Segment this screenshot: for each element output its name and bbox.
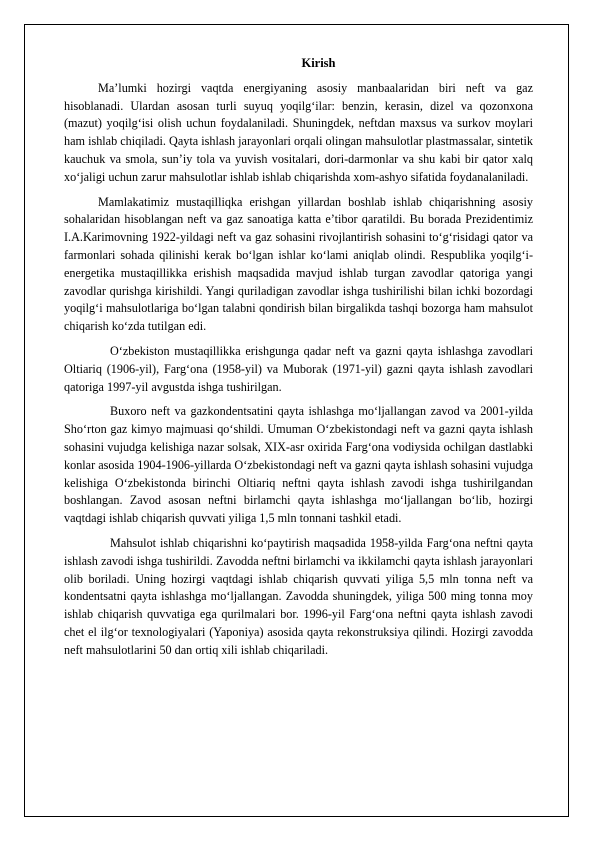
paragraph-fergana: Mahsulot ishlab chiqarishni ko‘paytirish maqsadida 1958-yilda Farg‘ona neftni qayta ishlash zavodi ishga tushirildi. Zavodda neftni birlamchi va ikkilamchi qayta ishlash jarayonlari olib boriladi. Uning hozirgi vaqtdagi ishlab chiqarish quvvati yiliga 5,5 mln tonna neft va kondentsatni qayta ishlashga mo‘ljallangan. Zavodda shuningdek, yiliga 500 ming tonna moy ishlab chiqarish quvvatiga ega qurilmalari bor. 1996-yil Farg‘ona neftni qayta ishlash zavodi chet el ilg‘or texnologiyalari (Yaponiya) asosida qayta rekonstruksiya qilindi. Hozirgi zavodda neft mahsulotlarini 50 dan ortiq xili ishlab chiqariladi.: [64, 535, 533, 657]
paragraph-refineries: O‘zbekiston mustaqillikka erishgunga qadar neft va gazni qayta ishlashga zavodlari Oltiariq (1906-yil), Farg‘ona (1958-yil) va Muborak (1971-yil) gazni qayta ishlash zavodlari qatoriga 1997-yil avgustda ishga tushirilgan.: [64, 343, 533, 394]
paragraph-intro: Ma’lumki hozirgi vaqtda energiyaning asosiy manbaalaridan biri neft va gaz hisoblanadi. Ulardan asosan turli suyuq yoqilg‘ilar: benzin, kerasin, dizel va qozonxona (mazut) yoqilg‘isi olish uchun foydalaniladi. Shuningdek, neftdan maxsus va surkov moylari ham ishlab chiqiladi. Qayta ishlash jarayonlari orqali olingan mahsulotlar plastmassalar, sintetik kauchuk va smola, sun’iy tola va yuvish vositalari, dori-darmonlar va shu kabi bir qator xalq xo‘jaligi uchun zarur mahsulotlar ishlab ishlab chiqarishda xom-ashyo sifatida foydanalaniladi.: [64, 80, 533, 184]
paragraph-independence: Mamlakatimiz mustaqilliqka erishgan yillardan boshlab ishlab chiqarishning asosiy sohalaridan hisoblangan neft va gaz sanoatiga katta e’tibor qaratildi. Bu borada Prezidentimiz I.A.Karimovning 1922-yildagi neft va gaz sohasini rivojlantirish sohasini to‘g‘risidagi qator va farmonlari sohada qilinishi kerak bo‘lgan ishlar ko‘lami aniqlab olindi. Respublika yoqilg‘i-energetika mustaqillikka erishish maqsadida mavjud ishlab turgan zavodlar qatoriga yangi zavodlar qurishga kirishildi. Yangi quriladigan zavodlar ishga tushirilishi bilan ichki bozordagi yoqilg‘i mahsulotlariga bo‘lgan talabni qondirish bilan birgalikda tashqi bozorga ham mahsulot chiqarish ko‘zda tutilgan edi.: [64, 194, 533, 334]
document-title: Kirish: [301, 56, 336, 70]
paragraph-bukhara: Buxoro neft va gazkondentsatini qayta ishlashga mo‘ljallangan zavod va 2001-yilda Sho‘rton gaz kimyo majmuasi qo‘shildi. Umuman O‘zbekistondagi neft va gazni qayta ishlash sohasini vujudga kelishiga nazar solsak, XIX-asr oxirida Farg‘ona vodiysida ochilgan dastlabki konlar asosida 1904-1906-yillarda O‘zbekistondagi neft va gazni qayta ishlash sohasini vujudga kelishiga O‘zbekistonda birinchi Oltiariq neftni qayta ishlash zavodi ishga tushirilgandan boshlangan. Zavod asosan neftni birlamchi qayta ishlashga mo‘ljallangan bo‘lib, hozirgi vaqtdagi ishlab chiqarish quvvati yiliga 1,5 mln tonnani tashkil etadi.: [64, 404, 533, 526]
document-body: [64, 55, 533, 660]
